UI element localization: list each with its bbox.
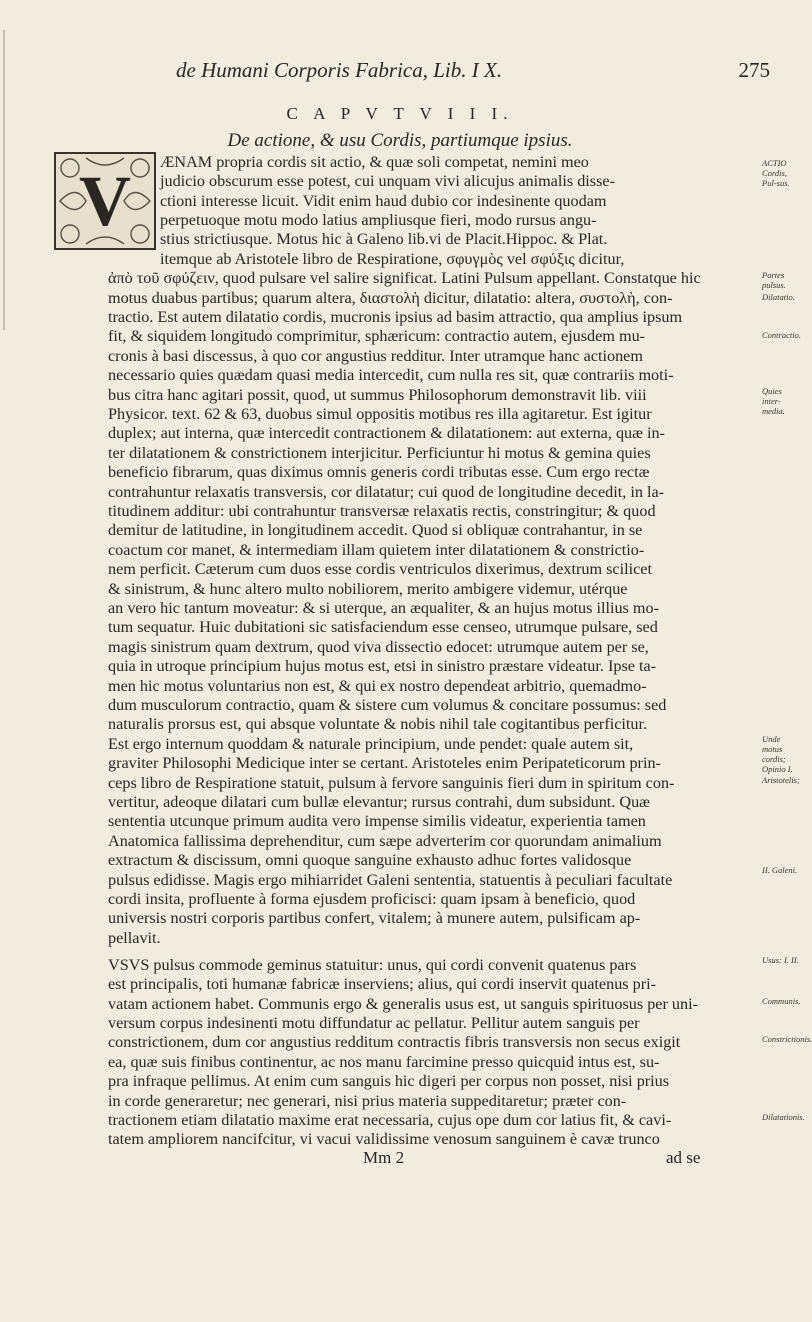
catchword: ad se <box>666 1148 701 1167</box>
marginal-note: Usus: I. II. <box>762 955 799 965</box>
text-line: cordi insita, profluente à forma ejusdem proficisci: quam ipsam à beneficio, quod <box>108 890 636 908</box>
text-line: pulsus edidisse. Magis ergo mihiarridet Galeni sententia, statuentis à peculiari facultate <box>108 871 673 889</box>
running-title: de Humani Corporis Fabrica, Lib. I X. <box>176 58 503 82</box>
running-head <box>170 58 770 88</box>
text-line: an vero hic tantum moveatur: & si uterque, an æqualiter, & an hujus motus illius mo- <box>108 599 659 617</box>
text-line: Anatomica fallissima deprehenditur, cum sæpe adverterim cor quorundam animalium <box>108 832 662 850</box>
text-line: naturalis prorsus est, qui absque voluntate & nobis nihil tale cogitantibus perficitur. <box>108 715 648 733</box>
text-line: bus citra hanc agitari possit, quod, ut summus Philosophorum demonstravit lib. viii <box>108 386 647 404</box>
text-line: stius strictiusque. Motus hic à Galeno lib.vi de Placit.Hippoc. & Plat. <box>160 230 608 248</box>
page-number: 275 <box>738 58 770 82</box>
text-line: quia in utroque principium hujus motus est, etsi in sinistro præstare videatur. Ipse ta- <box>108 657 657 675</box>
text-line: itemque ab Aristotele libro de Respiratione, σφυγμὸς vel σφύξις dicitur, <box>160 250 625 268</box>
text-line: graviter Philosophi Medicique inter se certant. Aristoteles enim Peripateticorum prin- <box>108 754 661 772</box>
text-line: sententia utcunque primum audita vero impense similis videatur, experientia tamen <box>108 812 646 830</box>
text-line: ÆNAM propria cordis sit actio, & quæ soli competat, nemini meo <box>160 153 589 171</box>
marginal-note: Contractio. <box>762 330 801 340</box>
text-line: duplex; aut interna, quæ intercedit contractionem & dilatationem: aut externa, quæ in- <box>108 424 665 442</box>
marginal-note: Aristotelis; <box>762 775 800 785</box>
text-line: coactum cor manet, & intermediam illam quietem inter dilatationem & constrictio- <box>108 541 645 559</box>
marginal-note: Constrictionis. <box>762 1034 812 1044</box>
text-line: men hic motus voluntarius non est, & qui ex nostro dependeat arbitrio, quemadmo- <box>108 677 647 695</box>
text-line: tractio. Est autem dilatatio cordis, mucronis ipsius ad basim attractio, qua amplius ipsum <box>108 308 683 326</box>
text-line: vatam actionem habet. Communis ergo & generalis usus est, ut sanguis spirituosus per uni- <box>108 995 699 1013</box>
text-line: constrictionem, dum cor angustius redditum contractis fibris transversis non secus exigit <box>108 1033 681 1051</box>
marginal-note: Dilatatio. <box>762 292 795 302</box>
text-line: tatem ampliorem nancifcitur, vi vacui validissime venosum sanguinem è cavæ trunco <box>108 1130 660 1148</box>
chapter-title: De actione, & usu Cordis, partiumque ipsius. <box>227 130 573 151</box>
text-line: ἀπὸ τοῦ σφύζειν, quod pulsare vel salire significat. Latini Pulsum appellant. Constatque hic <box>108 269 701 287</box>
text-line: & sinistrum, & hunc altero multo nobiliorem, merito ambigere videmur, utérque <box>108 580 628 598</box>
edge-bleed <box>0 0 10 340</box>
text-line: universis nostri corporis partibus confert, vitalem; à munere autem, pulsificam ap- <box>108 909 641 927</box>
text-line: Est ergo internum quoddam & naturale principium, unde pendet: quale autem sit, <box>108 735 634 753</box>
text-line: magis sinistrum quam dextrum, quod viva dissectio edocet: utrumque autem per se, <box>108 638 649 656</box>
text-line: perpetuoque motu modo latius ampliusque fieri, modo rursus angu- <box>160 211 597 229</box>
chapter-heading: C A P V T V I I I. <box>286 104 514 123</box>
text-line: titudinem additur: ubi contrahuntur transversæ relaxatis rectis, constringitur; & quod <box>108 502 656 520</box>
text-line: pra infraque pellimus. At enim cum sanguis hic digeri per corpus non posset, nisi prius <box>108 1072 670 1090</box>
text-line: beneficio fibrarum, quas diximus omnis generis cordi tributas esse. Cum ergo rectæ <box>108 463 650 481</box>
text-line: vertitur, adeoque dilatari cum bullæ elevantur; rursus contrahi, dum subsidunt. Quæ <box>108 793 650 811</box>
text-line: ceps libro de Respiratione statuit, pulsum à fervore sanguinis fieri dum in spiritum con- <box>108 774 675 792</box>
text-line: Physicor. text. 62 & 63, duobus simul oppositis motibus res illa agitaretur. Est igitur <box>108 405 652 423</box>
text-line: tractionem etiam dilatatio maxime erat necessaria, cujus ope dum cor latius fit, & cavi- <box>108 1111 672 1129</box>
text-line: versum corpus indesinenti motu diffundatur ac pellatur. Pellitur autem sanguis per <box>108 1014 640 1032</box>
signature-mark: Mm 2 <box>363 1148 405 1167</box>
marginal-note: Unde motus cordis; Opinio I. <box>762 734 793 774</box>
marginal-note: Communis. <box>762 996 801 1006</box>
text-line: ter dilatationem & constrictionem interjicitur. Perficiuntur hi motus & gemina quies <box>108 444 651 462</box>
marginal-note: Quies inter-media. <box>762 386 785 416</box>
initial-letter: V <box>79 161 131 241</box>
text-line: necessario quies quædam quasi media intercedit, cum nulla res sit, quæ contrariis moti- <box>108 366 674 384</box>
marginal-note: ACTIO Cordis, Pul-sus. <box>762 158 790 188</box>
text-line: demitur de latitudine, in longitudinem accedit. Quod si obliquæ contrahantur, in se <box>108 521 643 539</box>
text-line: in corde generaretur; nec generari, nisi prius materia suppeditaretur; præter con- <box>108 1092 627 1110</box>
text-line: nem perficit. Cæterum cum duos esse cordis ventriculos dixerimus, dextrum scilicet <box>108 560 652 578</box>
text-line: dum musculorum contractio, quam & sistere cum volumus & concitare possumus: sed <box>108 696 667 714</box>
text-line: ctioni interesse licuit. Vidit enim haud dubio cor indesinente quodam <box>160 192 607 210</box>
text-line: est principalis, toti humanæ fabricæ inserviens; alius, qui cordi inservit quatenus pri- <box>108 975 657 993</box>
marginal-note: Dilatationis. <box>762 1112 805 1122</box>
text-line: VSVS pulsus commode geminus statuitur: unus, qui cordi convenit quatenus pars <box>108 956 637 974</box>
text-line: contrahuntur relaxatis transversis, cor dilatatur; cui quod de longitudine decedit, in la- <box>108 483 665 501</box>
marginal-note: Partes pulsus. <box>762 270 786 290</box>
text-line: tum sequatur. Huic dubitationi sic satisfaciendum esse censeo, utrumque pulsare, sed <box>108 618 658 636</box>
decorated-initial <box>54 152 156 250</box>
text-line: fit, & siquidem longitudo comprimitur, sphæricum: contractio autem, ejusdem mu- <box>108 327 646 345</box>
text-line: motus duabus partibus; quarum altera, διαστολὴ dicitur, dilatatio: altera, συστολὴ, con- <box>108 289 673 307</box>
text-line: pellavit. <box>108 929 161 947</box>
text-line: cronis à basi discessus, à quo cor angustius redditur. Inter utramque hanc actionem <box>108 347 643 365</box>
text-line: ea, quæ suis finibus continentur, ac nos manu farcimine presso quicquid intus est, su- <box>108 1053 660 1071</box>
text-line: judicio obscurum esse potest, cui unquam vivi alicujus animalis disse- <box>160 172 615 190</box>
text-line: extractum & discissum, omni quoque sanguine exhausto adhuc fortes validosque <box>108 851 632 869</box>
marginal-note: II. Galeni. <box>762 865 798 875</box>
